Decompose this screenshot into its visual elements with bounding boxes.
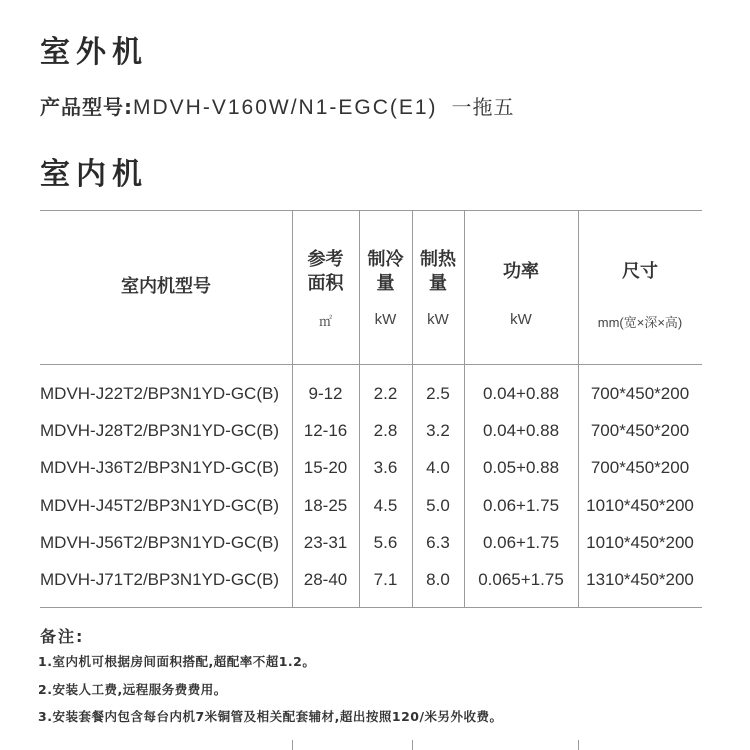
outdoor-unit-title: 室外机	[40, 35, 148, 70]
header-area-unit: ㎡	[318, 314, 332, 329]
table-bottom-rule	[40, 607, 702, 608]
cell-cooling: 7.1	[373, 570, 398, 589]
cell-cooling: 2.2	[373, 384, 398, 403]
indoor-unit-title: 室内机	[40, 157, 148, 192]
table-top-rule	[40, 210, 702, 211]
cell-power: 0.05+0.88	[482, 458, 560, 477]
cell-area: 9-12	[308, 384, 343, 403]
cell-model: MDVH-J71T2/BP3N1YD-GC(B)	[40, 570, 279, 589]
header-power: 功率	[503, 261, 539, 282]
header-area-line1: 参考	[307, 249, 344, 270]
model-label: 产品型号:	[40, 95, 133, 119]
cell-size: 700*450*200	[590, 458, 690, 477]
header-cooling	[359, 244, 412, 300]
header-cooling-unit: kW	[374, 311, 397, 328]
cell-model: MDVH-J56T2/BP3N1YD-GC(B)	[40, 533, 279, 552]
cell-heating: 3.2	[426, 421, 450, 440]
outdoor-model-suffix: 一拖五	[451, 95, 515, 119]
cell-size: 1010*450*200	[586, 533, 694, 552]
header-heating-unit: kW	[427, 311, 449, 328]
cell-size: 700*450*200	[590, 421, 690, 440]
header-size-unit: mm(宽×深×高)	[597, 315, 683, 330]
header-heating	[412, 244, 464, 300]
cell-model: MDVH-J22T2/BP3N1YD-GC(B)	[40, 384, 279, 403]
column-divider-stub	[292, 740, 293, 750]
cell-cooling: 3.6	[373, 458, 398, 477]
header-cooling-line2: 量	[376, 273, 395, 294]
notes-title: 备注:	[40, 627, 85, 646]
cell-heating: 8.0	[426, 570, 450, 589]
header-model: 室内机型号	[121, 276, 211, 297]
note-item: 2.安装人工费,远程服务费费用。	[38, 682, 227, 697]
cell-cooling: 2.8	[373, 421, 398, 440]
cell-power: 0.04+0.88	[482, 384, 560, 403]
cell-power: 0.04+0.88	[482, 421, 560, 440]
header-power-unit: kW	[510, 311, 532, 328]
column-divider-stub	[578, 740, 579, 750]
table-header-rule	[40, 364, 702, 365]
header-size: 尺寸	[622, 261, 658, 282]
cell-power: 0.06+1.75	[482, 496, 560, 515]
cell-model: MDVH-J28T2/BP3N1YD-GC(B)	[40, 421, 279, 440]
cell-size: 700*450*200	[590, 384, 690, 403]
cell-area: 12-16	[303, 421, 348, 440]
cell-size: 1310*450*200	[586, 570, 694, 589]
cell-power: 0.065+1.75	[478, 570, 564, 589]
cell-heating: 4.0	[426, 458, 450, 477]
cell-model: MDVH-J45T2/BP3N1YD-GC(B)	[40, 496, 279, 515]
cell-area: 23-31	[303, 533, 348, 552]
note-item: 1.室内机可根据房间面积搭配,超配率不超1.2。	[38, 654, 316, 669]
cell-heating: 5.0	[426, 496, 450, 515]
note-item: 3.安装套餐内包含每台内机7米铜管及相关配套辅材,超出按照120/米另外收费。	[38, 709, 503, 724]
header-area	[292, 244, 359, 300]
header-cooling-line1: 制冷	[367, 249, 404, 270]
cell-area: 18-25	[303, 496, 348, 515]
cell-size: 1010*450*200	[586, 496, 694, 515]
outdoor-model-line	[40, 94, 515, 121]
cell-area: 28-40	[303, 570, 348, 589]
cell-heating: 2.5	[426, 384, 450, 403]
header-heating-line2: 量	[429, 273, 447, 294]
cell-cooling: 4.5	[373, 496, 398, 515]
header-heating-line1: 制热	[420, 249, 456, 270]
cell-area: 15-20	[303, 458, 348, 477]
cell-model: MDVH-J36T2/BP3N1YD-GC(B)	[40, 458, 279, 477]
column-divider-stub	[412, 740, 413, 750]
header-area-line2: 面积	[307, 273, 344, 294]
cell-heating: 6.3	[426, 533, 450, 552]
cell-power: 0.06+1.75	[482, 533, 560, 552]
outdoor-model-code: MDVH-V160W/N1-EGC(E1)	[133, 96, 438, 119]
cell-cooling: 5.6	[373, 533, 398, 552]
